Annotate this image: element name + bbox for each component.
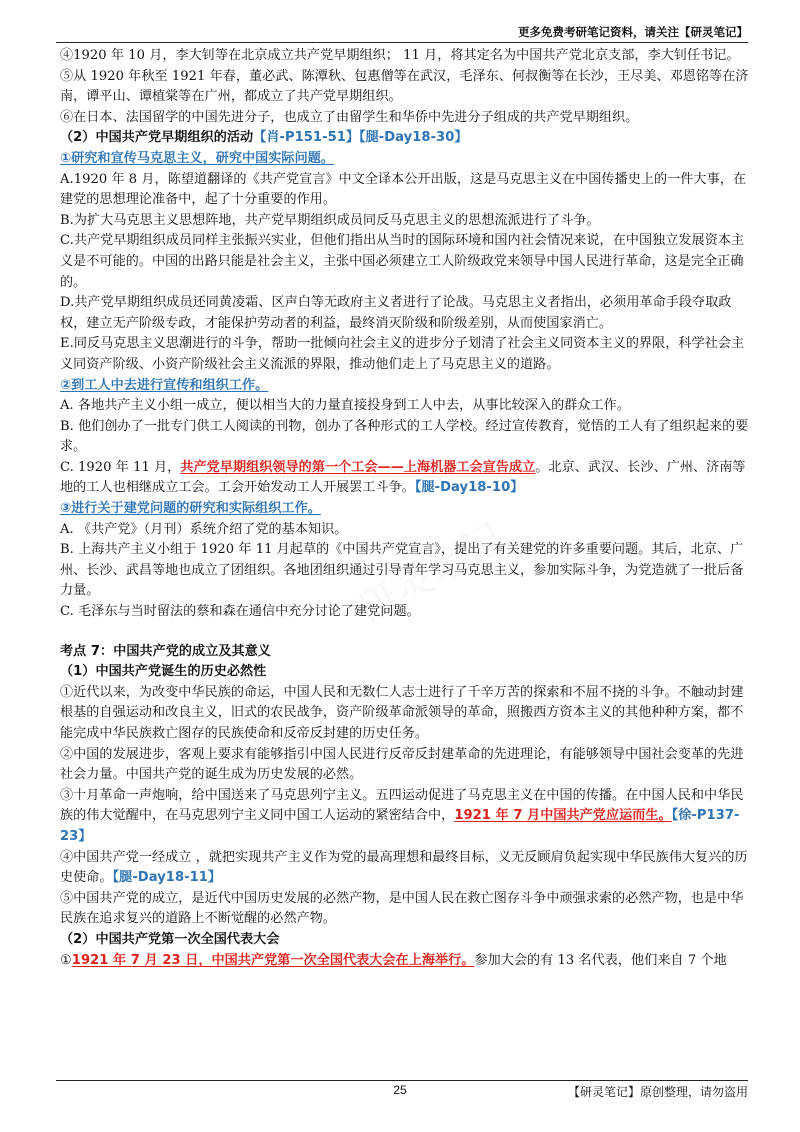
header-rule: [56, 42, 748, 43]
necessity-4-text: ④中国共产党一经成立 ，就把实现共产主义作为党的最高理想和最终目标，义无反顾肩负起实现中华民族伟大复兴的历史使命。: [60, 849, 748, 886]
necessity-4: [60, 848, 750, 889]
necessity-5: ⑤中国共产党的成立，是近代中国历史发展的必然产物，是中国人民在救亡图存斗争中顽强求索的必然产物，也是中华民族在追求复兴的道路上不断觉醒的必然产物。: [60, 890, 744, 927]
paragraph-beijing: ④1920 年 10 月，李大钊等在北京成立共产党早期组织； 11 月，将其定名为中国共产党北京支部，李大钊任书记。: [60, 48, 740, 63]
subheading-research: ①研究和宣传马克思主义，研究中国实际问题。: [60, 150, 335, 166]
subheading-workers: ②到工人中去进行宣传和组织工作。: [60, 377, 269, 393]
section-title: （2）中国共产党第一次全国代表大会: [60, 931, 280, 947]
necessity-2: ②中国的发展进步，客观上要求有能够指引中国人民进行反帝反封建革命的先进理论，有能够领导中国社会变革的先进社会力量。中国共产党的诞生成为历史发展的必然。: [60, 746, 744, 783]
section-title: （1）中国共产党诞生的历史必然性: [60, 664, 267, 680]
workers-c-rest: 。北京、武汉、长沙、广州、济南等地的工人也相继成立工会。工会开始发动工人开展罢工斗争。: [60, 459, 746, 496]
paragraph-overseas: ⑥在日本、法国留学的中国先进分子，也成立了由留学生和华侨中先进分子组成的共产党早期组织。: [60, 109, 639, 125]
item-c: C.共产党早期组织成员同样主张振兴实业，但他们指出从当时的国际环境和国内社会情况来说，在中国独立发展资本主义是不可能的。中国的出路只能是社会主义，主张中国必须建立工人阶级政党来领导中国人民进行革命，这是完全正确的。: [60, 233, 745, 290]
item-e: E.同反马克思主义思潮进行的斗争，帮助一批倾向社会主义的进步分子划清了社会主义同资本主义的界限，科学社会主义同资产阶级、小资产阶级社会主义流派的界限，推动他们走上了马克思主义的道路。: [60, 336, 745, 372]
reference-tag: 【腿-Day18-10】: [414, 480, 524, 496]
reference-tag: 【肖-P151-51】【腿-Day18-30】: [253, 130, 468, 146]
header-note: 更多免费考研笔记资料，请关注【研灵笔记】: [518, 25, 748, 39]
content: [60, 46, 750, 971]
subheading-party-building: ③进行关于建党问题的研究和实际组织工作。: [60, 501, 321, 517]
section-heading: [60, 128, 750, 149]
page-number: 25: [393, 1083, 407, 1097]
spacer: [60, 623, 750, 642]
congress-1-rest: 参加大会的有 13 名代表，他们来自 7 个地: [474, 952, 727, 968]
item-b: B.为扩大马克思主义思想阵地，共产党早期组织成员同反马克思主义的思想流派进行了斗争。: [60, 212, 600, 228]
workers-c-prefix: C. 1920 年 11 月，: [60, 459, 181, 475]
item-a: A.1920 年 8 月，陈望道翻译的《共产党宣言》中文全译本公开出版，这是马克思主义在中国传播史上的一件大事，在建党的思想理论准备中，起了十分重要的作用。: [60, 171, 747, 208]
paragraph-local-groups: ⑤从 1920 年秋至 1921 年春，董必武、陈潭秋、包惠僧等在武汉，毛泽东、何叔衡等在长沙，王尽美、邓恩铭等在济南，谭平山、谭植棠等在广州，都成立了共产党早期组织。: [60, 68, 749, 105]
workers-item-a: A. 各地共产主义小组一成立，便以相当大的力量直接投身到工人中去，从事比较深入的群众工作。: [60, 398, 630, 414]
workers-item-c: [60, 458, 750, 499]
necessity-3-text: ③十月革命一声炮响，给中国送来了马克思列宁主义。五四运动促进了马克思主义在中国的传播。在中国人民和中华民族的伟大觉醒中，在马克思列宁主义同中国工人运动的紧密结合中，: [60, 787, 744, 824]
highlight-union: 共产党早期组织领导的第一个工会——上海机器工会宣告成立: [180, 459, 536, 475]
footer-rule: [56, 1080, 748, 1081]
watermark: 研灵笔记: [350, 514, 512, 635]
workers-item-b: B. 他们创办了一批专门供工人阅读的刊物，创办了各种形式的工人学校。经过宣传教育，觉悟的工人有了组织起来的要求。: [60, 418, 749, 455]
reference-tag: 【徐-P137-23】: [60, 808, 740, 844]
org-item-c: C. 毛泽东与当时留法的蔡和森在通信中充分讨论了建党问题。: [60, 604, 420, 620]
highlight-congress: 1921 年 7 月 23 日，中国共产党第一次全国代表大会在上海举行。: [71, 952, 475, 968]
reference-tag: 【腿-Day18-11】: [112, 870, 222, 886]
item-d: D.共产党早期组织成员还同黄凌霜、区声白等无政府主义者进行了论战。马克思主义者指出，必须用革命手段夺取政权，建立无产阶级专政，才能保护劳动者的利益，最终消灭阶级和阶级差别，从而使国家消亡。: [60, 295, 732, 331]
org-item-b: B. 上海共产主义小组于 1920 年 11 月起草的《中国共产党宣言》，提出了有关建党的许多重要问题。其后，北京、广州、长沙、武昌等地也成立了团组织。各地团组织通过引导青年学习马克思主义，参加实际斗争，为党造就了一批后备力量。: [60, 542, 744, 599]
topic-heading: 考点 7：中国共产党的成立及其意义: [60, 643, 271, 659]
section-title: （2）中国共产党早期组织的活动: [60, 130, 254, 146]
congress-1: [60, 951, 750, 972]
necessity-1: ①近代以来，为改变中华民族的命运，中国人民和无数仁人志士进行了千辛万苦的探索和不屈不挠的斗争。不触动封建根基的自强运动和改良主义，旧式的农民战争，资产阶级革命派领导的革命，照搬西方资本主义的其他种种方案，都不能完成中华民族救亡图存的民族使命和反帝反封建的历史任务。: [60, 684, 744, 741]
highlight-founding: 1921 年 7 月中国共产党应运而生。: [454, 808, 672, 824]
footer-note: 【研灵笔记】原创整理，请勿盗用: [567, 1085, 748, 1099]
necessity-3: [60, 786, 750, 848]
org-item-a: A. 《共产党》（月刊）系统介绍了党的基本知识。: [60, 521, 348, 537]
congress-1-prefix: ①: [60, 952, 72, 968]
